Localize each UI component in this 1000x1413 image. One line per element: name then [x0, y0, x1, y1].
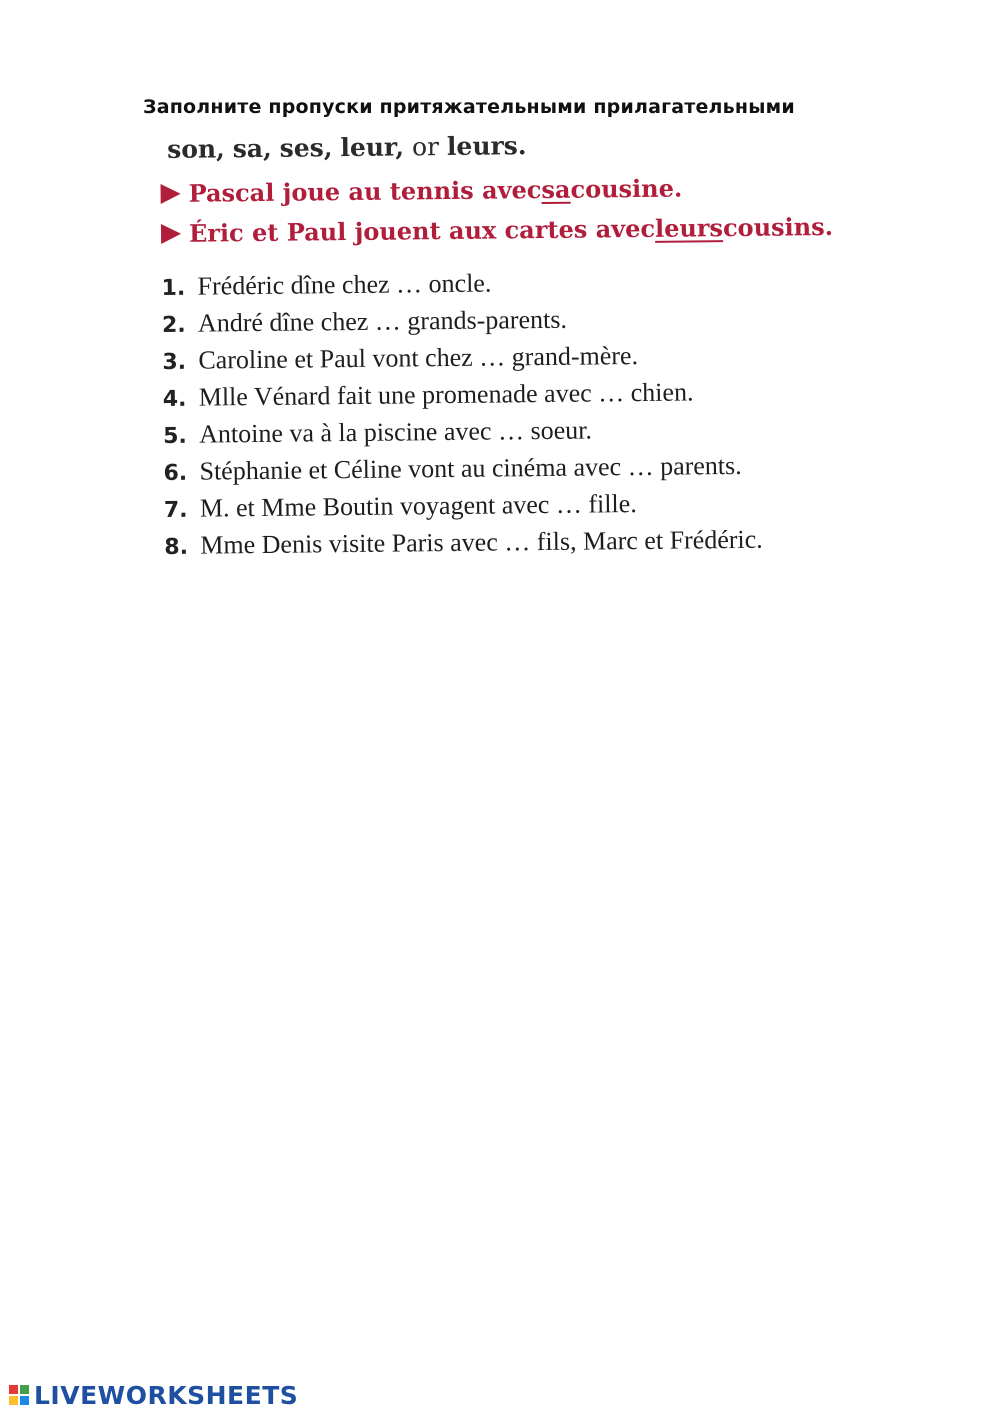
option-leur: leur,: [340, 132, 405, 163]
example-answer: leurs: [654, 213, 724, 243]
liveworksheets-brand[interactable]: [8, 1380, 298, 1410]
triangle-bullet-icon: [161, 184, 181, 204]
logo-square: [19, 1384, 30, 1395]
option-leurs: leurs.: [446, 131, 527, 161]
example-answer: sa: [541, 174, 571, 205]
brand-text: LIVEWORKSHEETS: [34, 1380, 299, 1410]
example-2: [161, 206, 941, 254]
item-text: André dîne chez … grands-parents.: [197, 304, 568, 338]
item-text: Stéphanie et Céline vont au cinéma avec … parents.: [199, 450, 742, 486]
item-number: 5.: [163, 423, 187, 449]
instruction-heading: Заполните пропуски притяжательными прилагательными: [143, 96, 795, 118]
item-number: 8.: [164, 534, 189, 560]
options-line: [167, 127, 940, 164]
item-number: 2.: [161, 312, 186, 338]
option-son: son,: [166, 134, 225, 164]
option-ses: ses,: [279, 133, 333, 163]
liveworksheets-logo-icon: [8, 1384, 30, 1406]
logo-square: [8, 1395, 19, 1406]
item-number: 3.: [162, 349, 187, 375]
item-text: Mme Denis visite Paris avec … fils, Marc et Frédéric.: [200, 524, 763, 560]
logo-square: [8, 1384, 19, 1395]
logo-square: [19, 1395, 30, 1406]
item-text: M. et Mme Boutin voyagent avec … fille.: [199, 489, 637, 523]
scanned-exercise: [160, 127, 944, 564]
item-number: 6.: [163, 460, 188, 486]
item-number: 4.: [162, 386, 187, 412]
exercise-item: [164, 519, 944, 564]
example-text-before: Éric et Paul jouent aux cartes avec: [188, 213, 656, 248]
item-number: 1.: [161, 275, 186, 301]
item-text: Frédéric dîne chez … oncle.: [197, 268, 492, 301]
triangle-bullet-icon: [161, 224, 181, 244]
example-text-before: Pascal joue au tennis avec: [188, 175, 542, 208]
exercise-list: [161, 260, 944, 564]
item-text: Antoine va à la piscine avec … soeur.: [198, 415, 593, 449]
example-text-after: cousine.: [570, 173, 683, 204]
item-number: 7.: [163, 497, 188, 523]
item-text: Caroline et Paul vont chez … grand-mère.: [198, 341, 639, 375]
example-text-after: cousins.: [722, 211, 834, 243]
item-text: Mlle Vénard fait une promenade avec … chien.: [198, 377, 694, 412]
option-sa: sa,: [232, 133, 272, 164]
option-or: or: [411, 132, 440, 162]
